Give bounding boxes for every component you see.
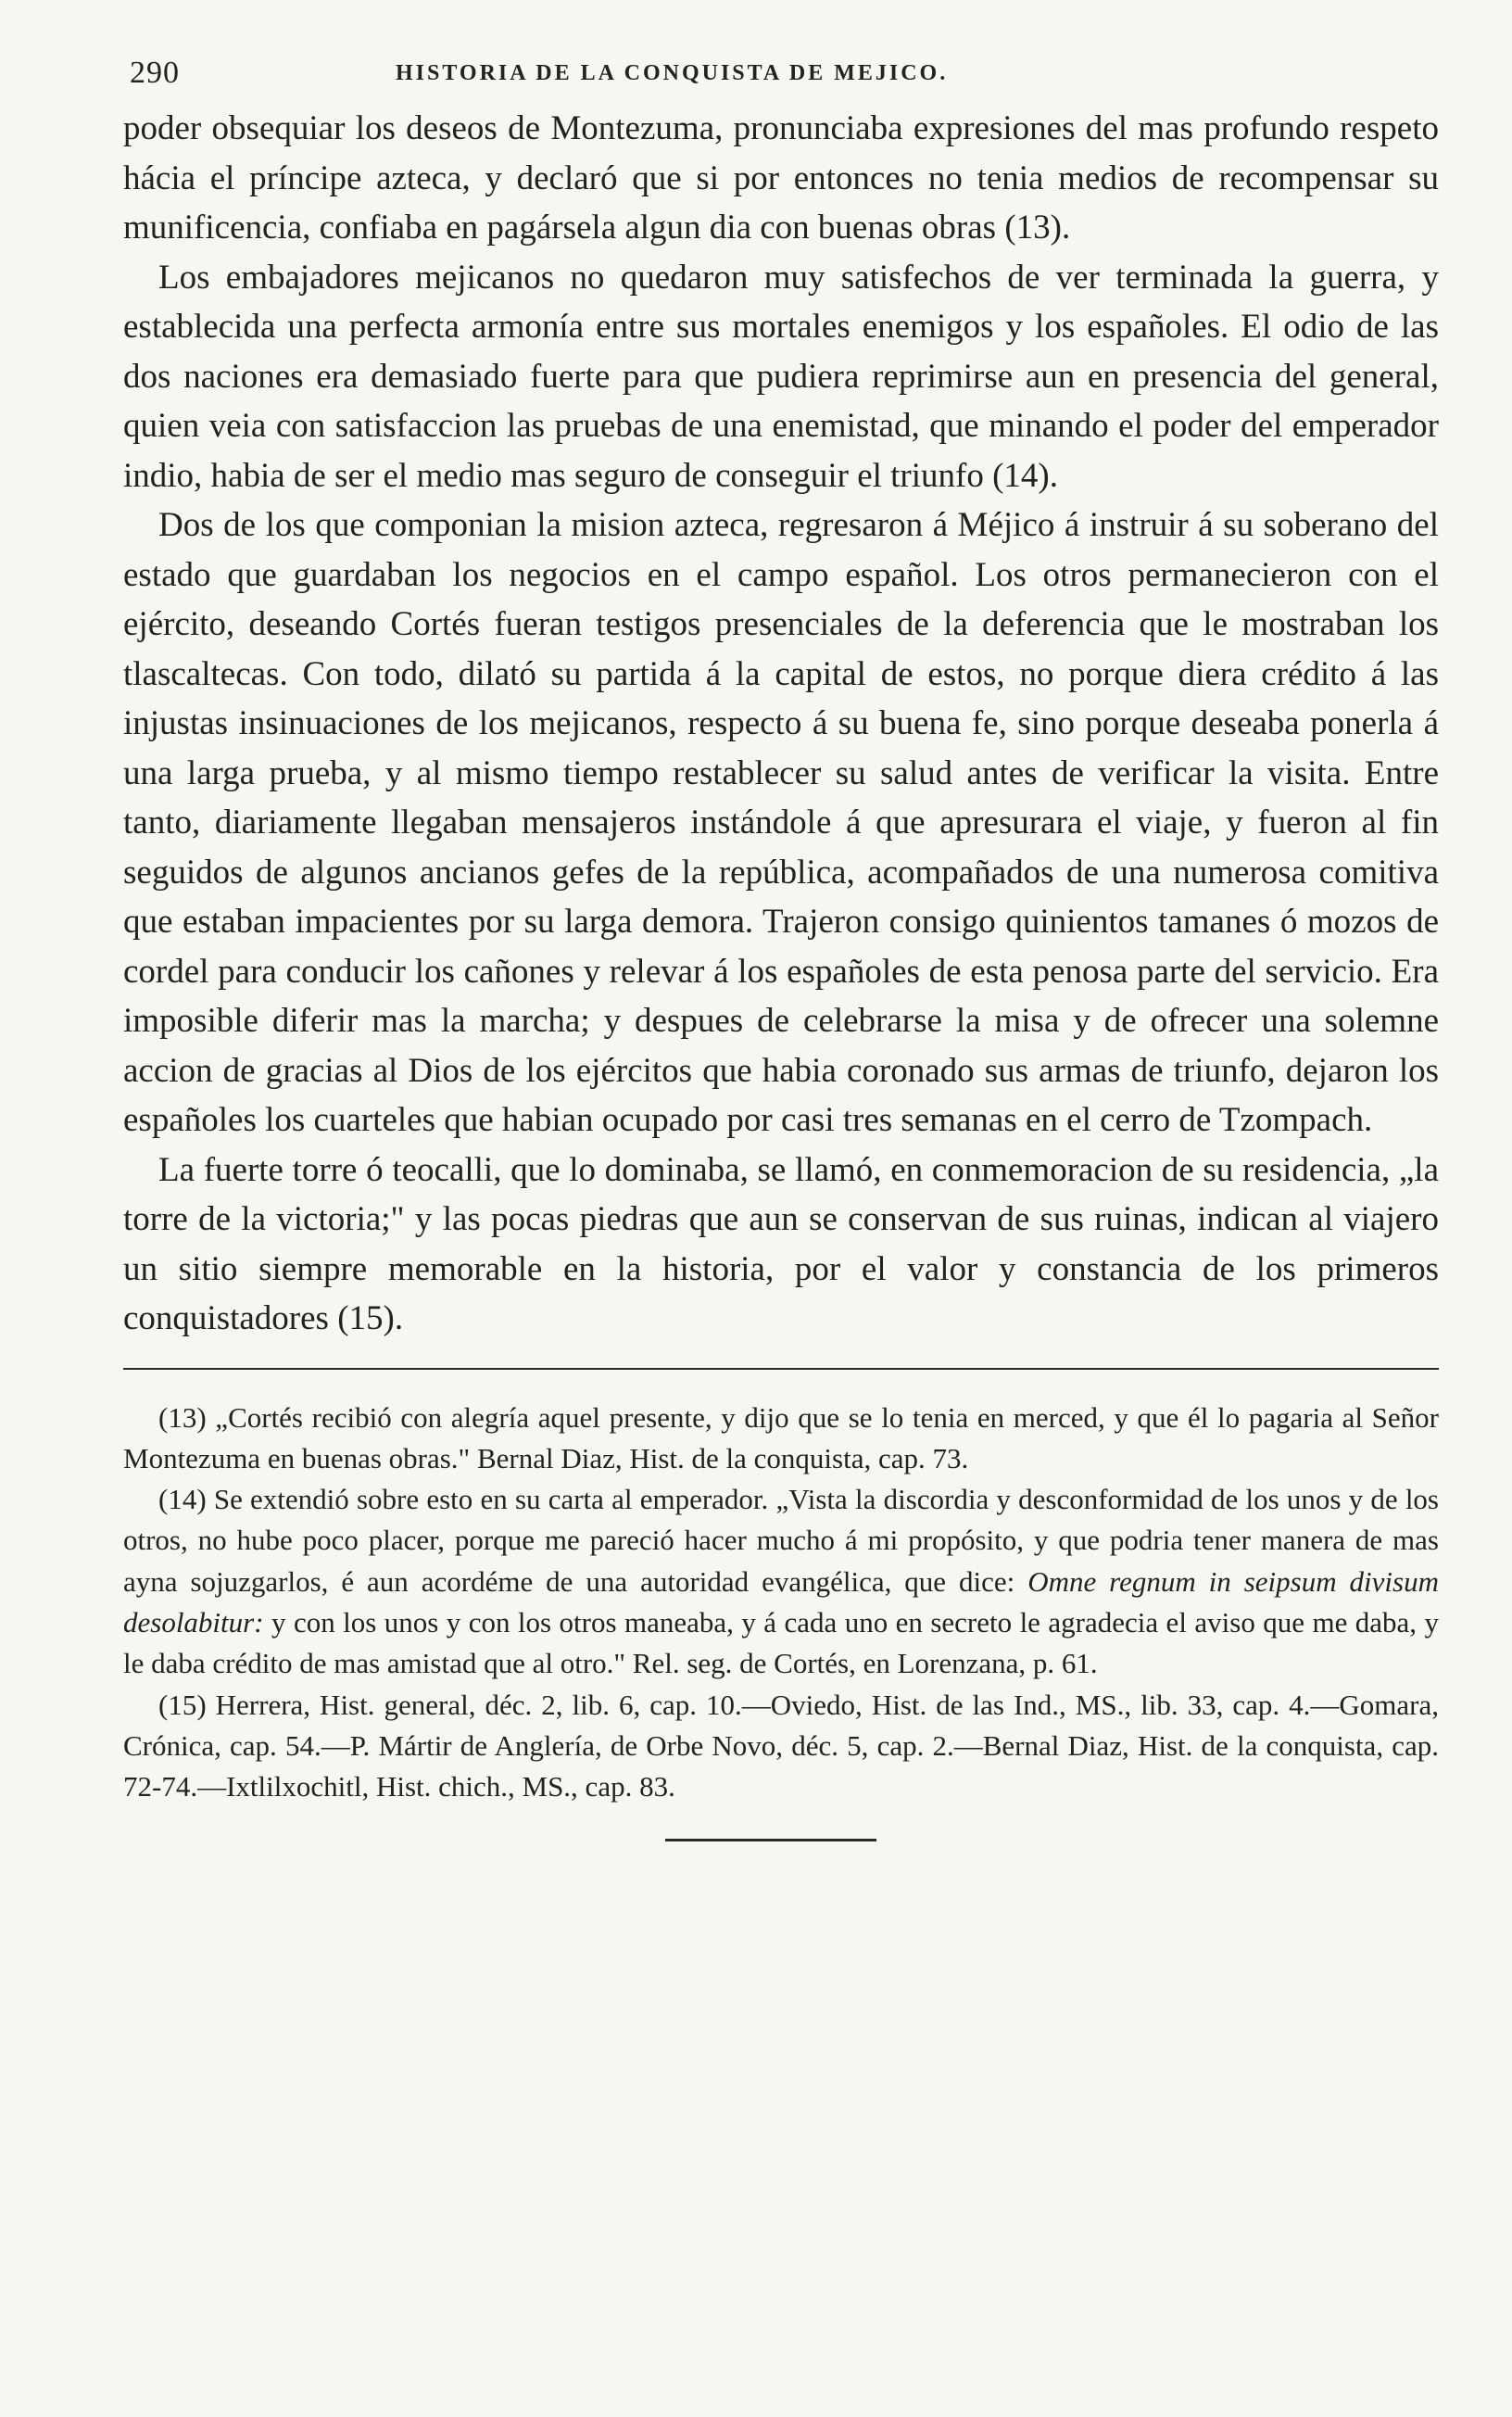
paragraph-2: Los embajadores mejicanos no quedaron muy satisfechos de ver terminada la guerra, y establecida una perfecta armonía entre sus mortales enemigos y los españoles. El odio de las dos naciones era demasiado fuerte para que pudiera reprimirse aun en presencia del general, quien veia con satisfaccion las pruebas de una enemistad, que minando el poder del emperador indio, habia de ser el medio mas seguro de conseguir el triunfo (14). bbox=[123, 258, 1439, 495]
footnote-15: (15) Herrera, Hist. general, déc. 2, lib. 6, cap. 10.—Oviedo, Hist. de las Ind., MS., lib. 33, cap. 4.—Gomara, Crónica, cap. 54.—P. Mártir de Anglería, de Orbe Novo, déc. 5, cap. 2.—Bernal Diaz, Hist. de la conquista, cap. 72-74.—Ixtlilxochitl, Hist. chich., MS., cap. 83. bbox=[123, 1688, 1439, 1803]
page-header bbox=[123, 56, 1438, 100]
end-rule bbox=[665, 1839, 876, 1841]
footnote-separator bbox=[123, 1368, 1439, 1370]
footnote-14 bbox=[123, 1479, 1439, 1684]
running-title: HISTORIA DE LA CONQUISTA DE MEJICO. bbox=[396, 61, 949, 85]
paragraph-3: Dos de los que componian la mision azteca, regresaron á Méjico á instruir á su soberano del estado que guardaban los negocios en el campo español. Los otros permanecieron con el ejército, deseando Cortés fueran testigos presenciales de la deferencia que le mostraban los tlascaltecas. Con todo, dilató su partida á la capital de estos, no porque diera crédito á las injustas insinuaciones de los mejicanos, respecto á su buena fe, sino porque deseaba ponerla á una larga prueba, y al mismo tiempo restablecer su salud antes de verificar la visita. Entre tanto, diariamente llegaban mensajeros instándole á que apresurara el viaje, y fueron al fin seguidos de algunos ancianos gefes de la república, acompañados de una numerosa comitiva que estaban impacientes por su larga demora. Trajeron consigo quinientos tamanes ó mozos de cordel para conducir los cañones y relevar á los españoles de esta penosa parte del servicio. Era imposible diferir mas la marcha; y despues de celebrarse la misa y de ofrecer una solemne accion de gracias al Dios de los ejércitos que habia coronado sus armas de triunfo, dejaron los españoles los cuarteles que habian ocupado por casi tres semanas en el cerro de Tzompach. bbox=[123, 506, 1439, 1139]
page-number: 290 bbox=[130, 56, 180, 90]
main-text bbox=[123, 104, 1439, 1344]
footnotes bbox=[123, 1398, 1439, 1808]
footnote-14-text-start: (14) Se extendió sobre esto en su carta al emperador. „Vista la discordia y desconformidad de los unos y de los otros, no hube poco placer, porque me pareció hacer mucho á mi propósito, y que podria tener manera de mas ayna sojuzgarlos, é aun acordéme de una autoridad evangélica, que dice: bbox=[123, 1483, 1439, 1598]
footnote-13: (13) „Cortés recibió con alegría aquel presente, y dijo que se lo tenia en merced, y que él lo pagaria al Señor Montezuma en buenas obras." Bernal Diaz, Hist. de la conquista, cap. 73. bbox=[123, 1400, 1439, 1474]
footnote-14-text-end: y con los unos y con los otros maneaba, y á cada uno en secreto le agradecia el aviso que me daba, y le daba crédito de mas amistad que al otro." Rel. seg. de Cortés, en Lorenzana, p. 61. bbox=[123, 1605, 1439, 1680]
paragraph-1: poder obsequiar los deseos de Montezuma, pronunciaba expresiones del mas profundo respeto hácia el príncipe azteca, y declaró que si por entonces no tenia medios de recompensar su munificencia, confiaba en pagársela algun dia con buenas obras (13). bbox=[123, 109, 1439, 247]
footnote-14-latin-quote: Omne regnum in seipsum divisum desolabitur: bbox=[123, 1564, 1439, 1639]
paragraph-4: La fuerte torre ó teocalli, que lo dominaba, se llamó, en conmemoracion de su residencia, „la torre de la victoria;" y las pocas piedras que aun se conservan de sus ruinas, indican al viajero un sitio siempre memorable en la historia, por el valor y constancia de los primeros conquistadores (15). bbox=[123, 1150, 1439, 1337]
